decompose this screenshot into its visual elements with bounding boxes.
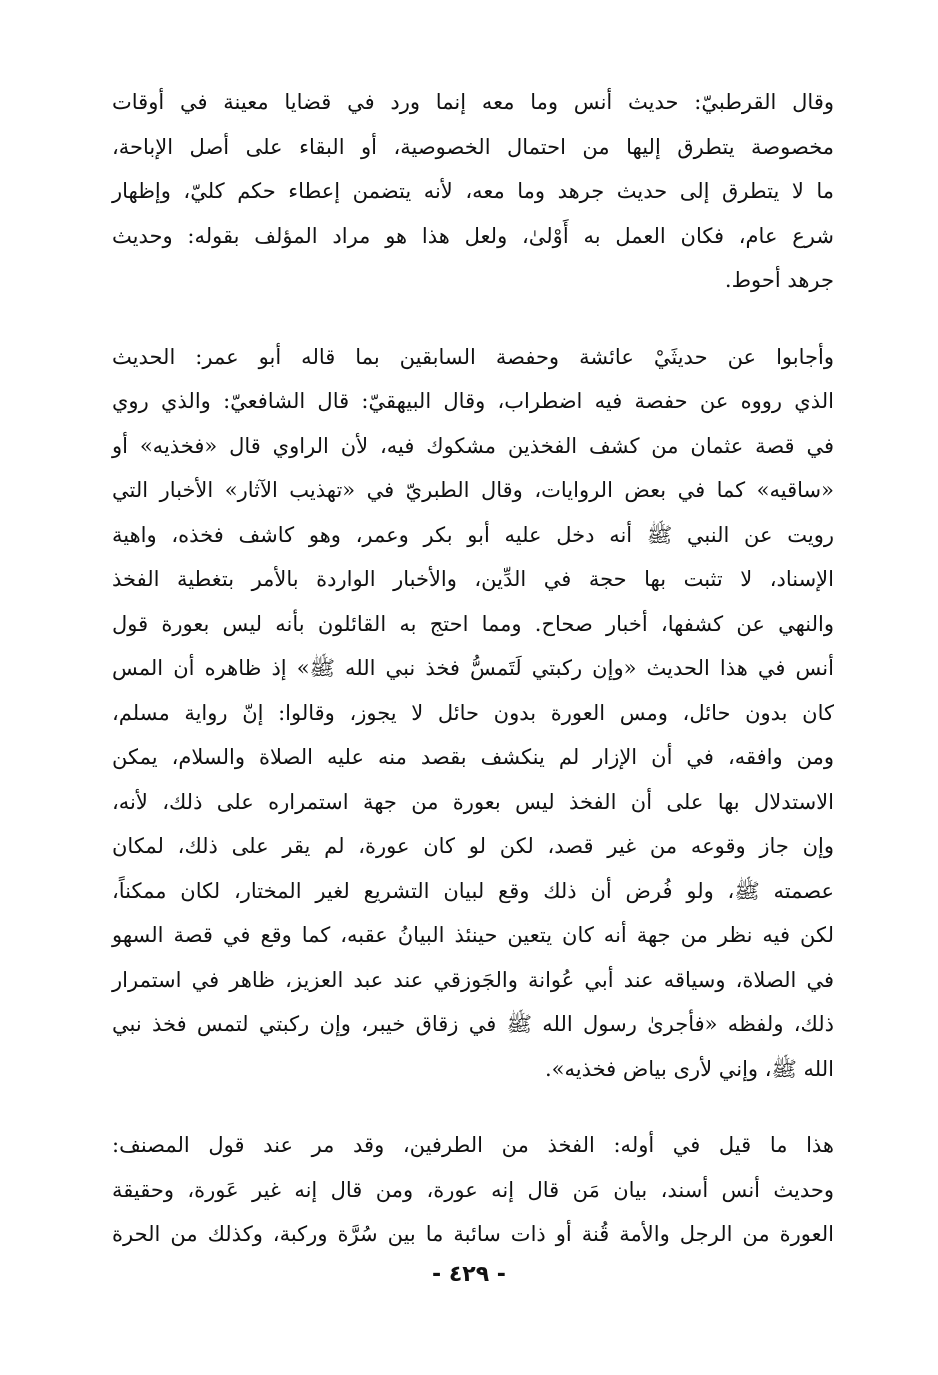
text-line: شرع عام، فكان العمل به أَوْلىٰ، ولعل هذا هو مراد المؤلف بقوله: وحديث bbox=[112, 223, 834, 248]
text-line: رويت عن النبي ﷺ أنه دخل عليه أبو بكر وعمر، وهو كاشف فخذه، واهية bbox=[112, 522, 834, 547]
text-line: في قصة عثمان من كشف الفخذين مشكوك فيه، لأن الراوي قال «فخذيه» أو bbox=[112, 433, 834, 458]
text-line: الإسناد، لا تثبت بها حجة في الدِّين، والأخبار الواردة بالأمر بتغطية الفخذ bbox=[112, 567, 834, 591]
text-line: ومن وافقه، في أن الإزار لم ينكشف بقصد منه عليه الصلاة والسلام، يمكن bbox=[112, 745, 834, 769]
paragraph-spacer bbox=[112, 1091, 834, 1123]
text-line: والنهي عن كشفها، أخبار صحاح. ومما احتج به القائلون بأنه ليس بعورة قول bbox=[112, 611, 834, 636]
paragraph-spacer bbox=[112, 303, 834, 335]
text-line: الذي رووه عن حفصة فيه اضطراب، وقال البيهقيّ: قال الشافعيّ: والذي روي bbox=[112, 389, 834, 413]
text-line: أنس في هذا الحديث «وإن ركبتي لَتَمسُّ فخذ نبي الله ﷺ» إذ ظاهره أن المس bbox=[112, 656, 834, 680]
text-line: كان بدون حائل، ومس العورة بدون حائل لا يجوز، وقالوا: إنّ رواية مسلم، bbox=[112, 700, 834, 725]
text-line: «ساقيه» كما في بعض الروايات، وقال الطبريّ في «تهذيب الآثار» الأخبار التي bbox=[112, 478, 834, 502]
text-line: الاستدلال بها على أن الفخذ ليس بعورة من جهة استمراره على ذلك، لأنه، bbox=[112, 789, 834, 814]
text-line: في الصلاة، وسياقه عند أبي عُوانة والجَوزقي عند عبد العزيز، ظاهر في استمرار bbox=[112, 967, 834, 992]
text-line: هذا ما قيل في أوله: الفخذ من الطرفين، وقد مر عند قول المصنف: bbox=[112, 1133, 834, 1157]
text-line: وقال القرطبيّ: حديث أنس وما معه إنما ورد في قضايا معينة في أوقات bbox=[112, 90, 834, 114]
text-line: وأجابوا عن حديثَيْ عائشة وحفصة السابقين بما قاله أبو عمر: الحديث bbox=[112, 344, 834, 369]
text-line: العورة من الرجل والأمة قُنة أو ذات سائبة ما بين سُرَّة وركبة، وكذلك من الحرة bbox=[112, 1222, 834, 1246]
text-line: جرهد أحوط. bbox=[724, 268, 834, 292]
text-line: وحديث أنس أسند، بيان مَن قال إنه عورة، ومن قال إنه غير عَورة، وحقيقة bbox=[112, 1177, 834, 1202]
paragraph-3 bbox=[112, 1123, 834, 1257]
text-line: ما لا يتطرق إلى حديث جرهد وما معه، لأنه يتضمن إعطاء حكم كليّ، وإظهار bbox=[112, 179, 834, 203]
paragraph-1 bbox=[112, 80, 834, 303]
text-line: الله ﷺ، وإني لأرى بياض فخذيه». bbox=[544, 1056, 834, 1081]
text-line: وإن جاز وقوعه من غير قصد، لكن لو كان عورة، لم يقر على ذلك، لمكان bbox=[112, 834, 834, 858]
page-number: - ٤٢٩ - bbox=[432, 1262, 506, 1287]
page-body bbox=[112, 80, 834, 1257]
text-line: مخصوصة يتطرق إليها من احتمال الخصوصية، أو البقاء على أصل الإباحة، bbox=[112, 134, 834, 159]
text-line: ذلك، ولفظه «فأجرىٰ رسول الله ﷺ في زقاق خيبر، وإن ركبتي لتمس فخذ نبي bbox=[112, 1012, 834, 1036]
paragraph-2 bbox=[112, 335, 834, 1092]
text-line: عصمته ﷺ، ولو فُرض أن ذلك وقع لبيان التشريع لغير المختار، لكان ممكناً، bbox=[112, 878, 834, 903]
text-line: لكن فيه نظر من جهة أنه كان يتعين حينئذ البيانُ عقبه، كما وقع في قصة السهو bbox=[112, 923, 834, 947]
